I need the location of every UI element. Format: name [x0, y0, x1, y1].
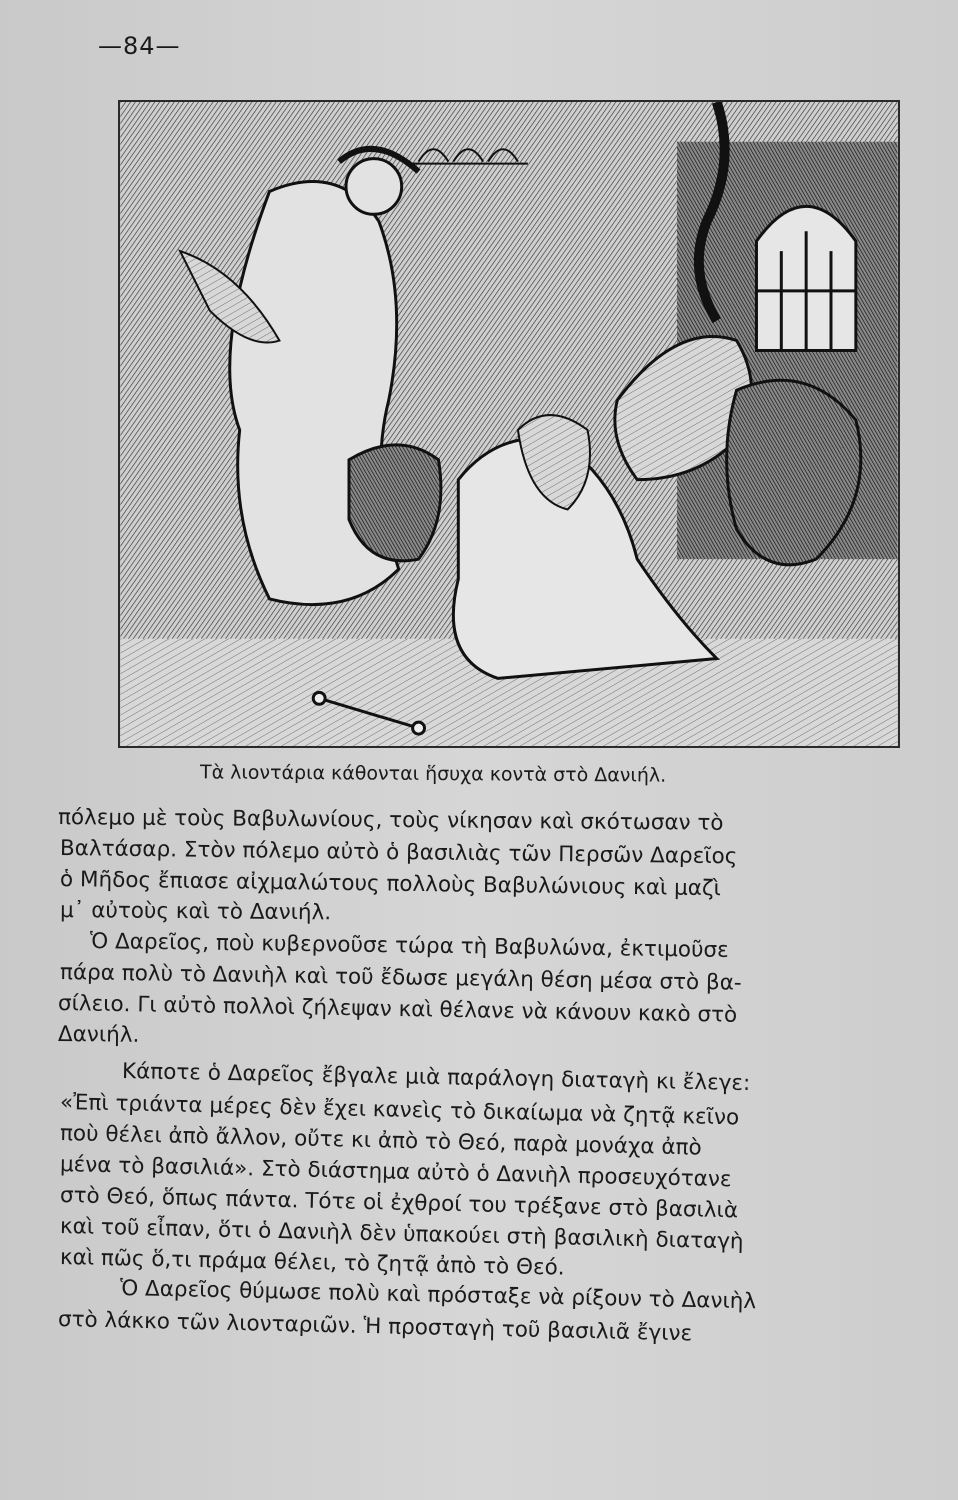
engraving-daniel-lions-den	[118, 100, 900, 748]
text-line: μένα τὸ βασιλιά». Στὸ διάστημα αὐτὸ ὁ Δανιὴλ προσευχότανε	[59, 1152, 732, 1193]
text-line: στὸ λάκκο τῶν λιονταριῶν. Ἡ προσταγὴ τοῦ βασιλιᾶ ἔγινε	[57, 1307, 693, 1347]
page-number: —84—	[98, 32, 181, 60]
text-line: Βαλτάσαρ. Στὸν πόλεμο αὐτὸ ὁ βασιλιὰς τῶν Περσῶν Δαρεῖος	[59, 836, 738, 870]
text-line: Κάποτε ὁ Δαρεῖος ἔβγαλε μιὰ παράλογη διαταγὴ κι ἔλεγε:	[121, 1059, 751, 1097]
text-line: ὁ Μῆδος ἔπιασε αἰχμαλώτους πολλοὺς Βαβυλώνιους καὶ μαζὶ	[59, 867, 722, 902]
figure-caption: Τὰ λιοντάρια κάθονται ἥσυχα κοντὰ στὸ Δανιήλ.	[199, 761, 667, 787]
text-line: Δανιήλ.	[57, 1022, 140, 1048]
text-line: σίλειο. Γι αὐτὸ πολλοὶ ζήλεψαν καὶ θέλανε νὰ κάνουν κακὸ στὸ	[57, 991, 738, 1028]
text-line: μ᾿ αὐτοὺς καὶ τὸ Δανιήλ.	[59, 898, 332, 926]
text-line: στὸ Θεό, ὅπως πάντα. Τότε οἱ ἐχθροί του τρέξανε στὸ βασιλιὰ	[59, 1183, 739, 1224]
text-line: Ὁ Δαρεῖος θύμωσε πολὺ καὶ πρόσταξε νὰ ρίξουν τὸ Δανιὴλ	[119, 1276, 757, 1315]
text-line: «Ἐπὶ τριάντα μέρες δὲν ἔχει κανεὶς τὸ δικαίωμα νὰ ζητᾷ κεῖνο	[59, 1090, 740, 1131]
text-line: καὶ πῶς ὅ,τι πράμα θέλει, τὸ ζητᾷ ἀπὸ τὸ Θεό.	[59, 1245, 565, 1281]
text-line: καὶ τοῦ εἶπαν, ὅτι ὁ Δανιὴλ δὲν ὑπακούει στὴ βασιλικὴ διαταγὴ	[59, 1214, 744, 1255]
body-text	[57, 802, 908, 1347]
text-line: πάρα πολὺ τὸ Δανιὴλ καὶ τοῦ ἔδωσε μεγάλη θέση μέσα στὸ βα-	[59, 960, 742, 996]
text-line: ποὺ θέλει ἀπὸ ἄλλον, οὔτε κι ἀπὸ τὸ Θεό, παρὰ μονάχα ἀπὸ	[59, 1121, 702, 1161]
engraving-artwork	[120, 102, 898, 746]
text-line: Ὁ Δαρεῖος, ποὺ κυβερνοῦσε τώρα τὴ Βαβυλώνα, ἐκτιμοῦσε	[89, 929, 729, 963]
text-line: πόλεμο μὲ τοὺς Βαβυλωνίους, τοὺς νίκησαν καὶ σκότωσαν τὸ	[57, 805, 724, 836]
